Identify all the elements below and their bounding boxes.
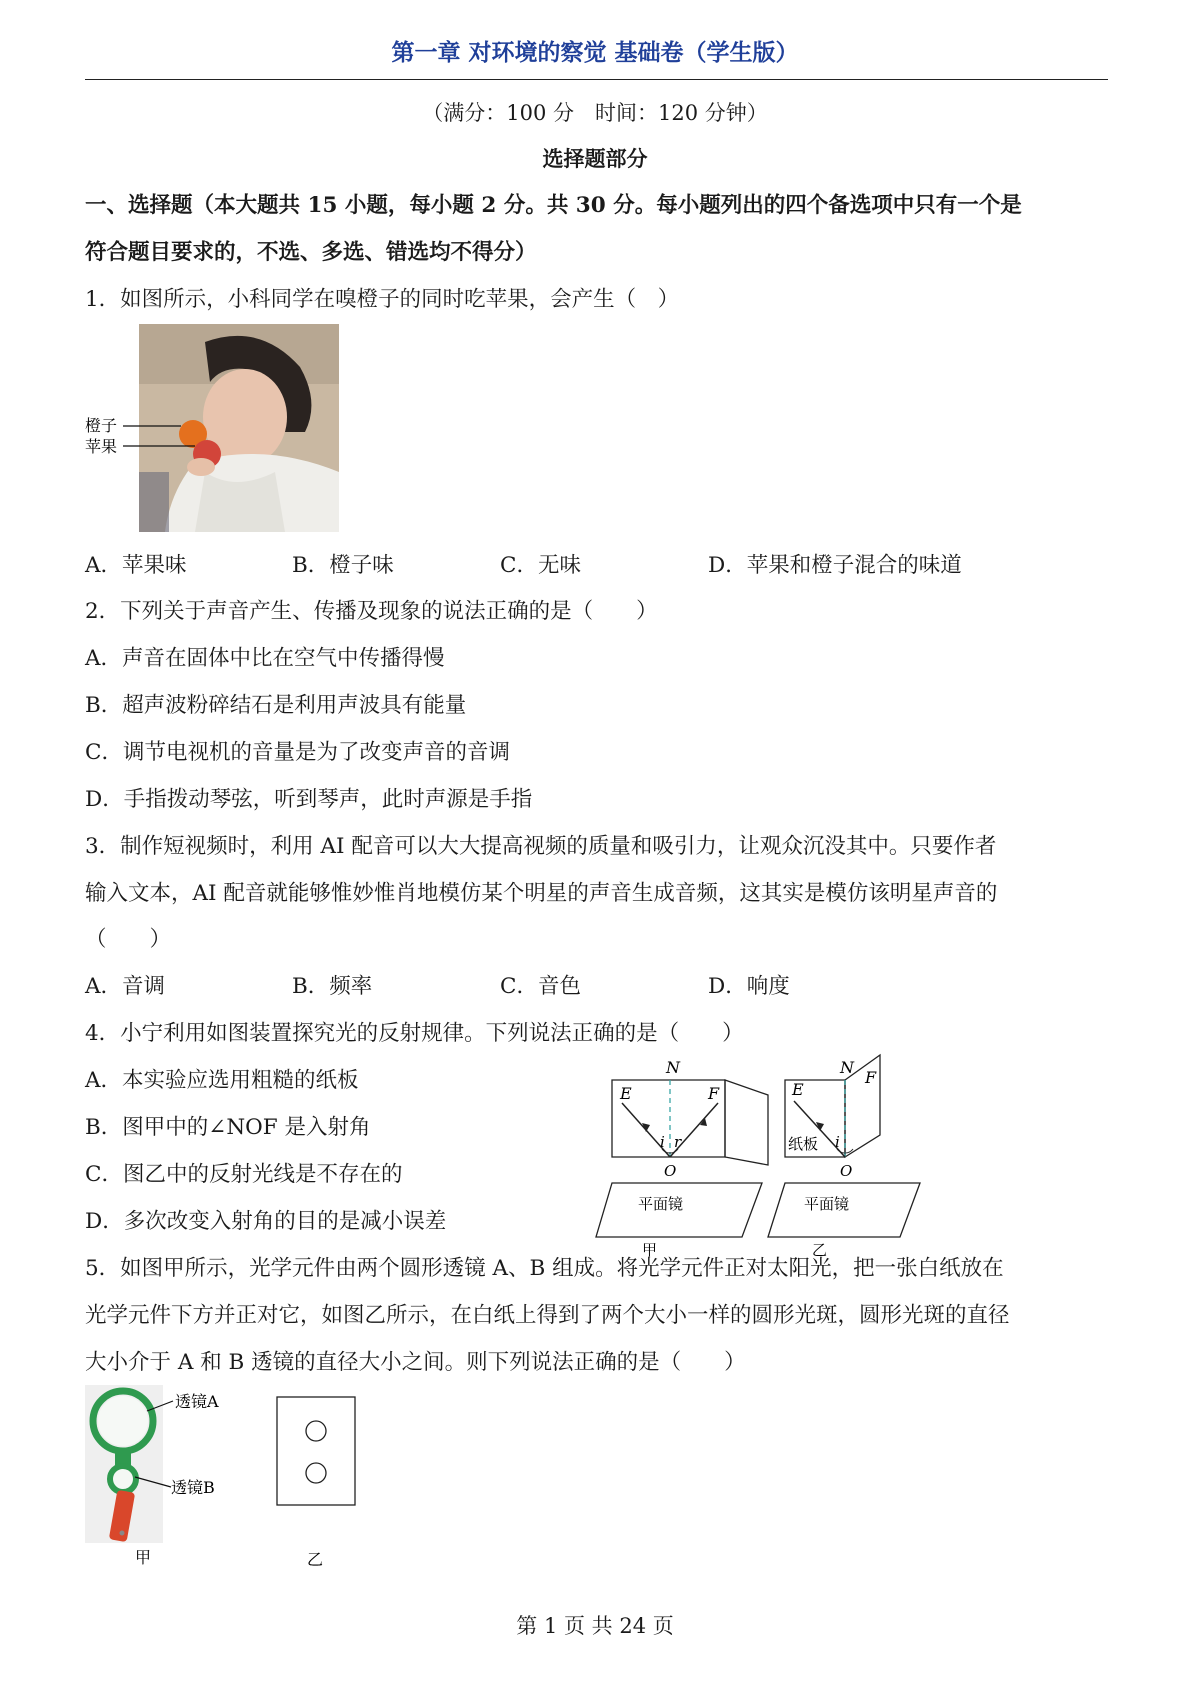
section-title: 选择题部分 xyxy=(542,146,648,171)
label-E-jia: E xyxy=(620,1084,632,1103)
q3-option-c: C．音色 xyxy=(500,974,581,999)
q1-stem: 1．如图所示，小科同学在嗅橙子的同时吃苹果，会产生（ ） xyxy=(85,287,680,312)
caption-yi-q5: 乙 xyxy=(307,1550,324,1569)
label-F-yi: F xyxy=(865,1068,877,1087)
q1-option-d: D．苹果和橙子混合的味道 xyxy=(708,553,962,578)
q5-stem-line2: 光学元件下方并正对它，如图乙所示，在白纸上得到了两个大小一样的圆形光斑，圆形光斑的直径 xyxy=(85,1303,1010,1328)
q5-stem-line1: 5．如图甲所示，光学元件由两个圆形透镜 A、B 组成。将光学元件正对太阳光，把一张白纸放在 xyxy=(85,1256,1004,1281)
q3-option-b: B．频率 xyxy=(292,974,373,999)
q4-stem: 4．小宁利用如图装置探究光的反射规律。下列说法正确的是（ ） xyxy=(85,1021,744,1046)
q5-lens-figure xyxy=(85,1383,385,1573)
orange-label: 橙子 xyxy=(85,416,118,435)
q2-option-a: A．声音在固体中比在空气中传播得慢 xyxy=(85,646,445,671)
label-board-yi: 纸板 xyxy=(788,1135,819,1153)
label-O-yi: O xyxy=(840,1162,853,1180)
q4-option-c: C．图乙中的反射光线是不存在的 xyxy=(85,1162,403,1187)
lens-b-label: 透镜B xyxy=(171,1478,215,1497)
q1-photo xyxy=(85,322,345,534)
page-number: 第 1 页 共 24 页 xyxy=(516,1614,674,1638)
q4-option-b: B．图甲中的∠NOF 是入射角 xyxy=(85,1115,371,1140)
diagram-jia xyxy=(596,1058,768,1259)
caption-jia: 甲 xyxy=(642,1241,658,1259)
q2-option-d: D．手指拨动琴弦，听到琴声，此时声源是手指 xyxy=(85,787,533,812)
q5-stem-line3: 大小介于 A 和 B 透镜的直径大小之间。则下列说法正确的是（ ） xyxy=(85,1350,746,1375)
label-N-yi: N xyxy=(840,1058,854,1077)
lens-a-label: 透镜A xyxy=(175,1392,219,1411)
exam-info: （满分：100 分 时间：120 分钟） xyxy=(422,101,768,125)
header-divider xyxy=(85,79,1108,80)
label-E-yi: E xyxy=(792,1080,804,1099)
caption-yi: 乙 xyxy=(812,1241,828,1259)
apple-label: 苹果 xyxy=(85,437,118,456)
q2-option-c: C．调节电视机的音量是为了改变声音的音调 xyxy=(85,740,510,765)
label-i-jia: i xyxy=(660,1133,665,1151)
diagram-yi xyxy=(768,1055,920,1259)
label-i-yi: i xyxy=(835,1133,840,1151)
q2-stem: 2．下列关于声音产生、传播及现象的说法正确的是（ ） xyxy=(85,599,658,624)
document-title: 第一章 对环境的察觉 基础卷（学生版） xyxy=(391,39,799,66)
q1-option-b: B．橙子味 xyxy=(292,553,394,578)
q3-stem-line3: （ ） xyxy=(85,927,172,952)
label-mirror-jia: 平面镜 xyxy=(638,1195,684,1213)
part1-heading-line2: 符合题目要求的，不选、多选、错选均不得分） xyxy=(85,240,537,265)
q3-stem-line1: 3．制作短视频时，利用 AI 配音可以大大提高视频的质量和吸引力，让观众沉没其中。只要作者 xyxy=(85,834,997,859)
q1-option-c: C．无味 xyxy=(500,553,581,578)
q4-option-d: D．多次改变入射角的目的是减小误差 xyxy=(85,1209,447,1234)
q4-option-a: A．本实验应选用粗糙的纸板 xyxy=(85,1068,359,1093)
q2-option-b: B．超声波粉碎结石是利用声波具有能量 xyxy=(85,693,467,718)
hand-shape xyxy=(187,458,215,476)
label-O-jia: O xyxy=(664,1162,677,1180)
q1-option-a: A．苹果味 xyxy=(85,553,187,578)
q3-stem-line2: 输入文本，AI 配音就能够惟妙惟肖地模仿某个明星的声音生成音频，这其实是模仿该明星声音的 xyxy=(85,881,998,906)
q4-reflection-diagram xyxy=(590,1055,930,1259)
caption-jia-q5: 甲 xyxy=(135,1548,152,1567)
q3-option-d: D．响度 xyxy=(708,974,790,999)
label-N-jia: N xyxy=(666,1058,680,1077)
q3-option-a: A．音调 xyxy=(85,974,166,999)
part1-heading-line1: 一、选择题（本大题共 15 小题，每小题 2 分。共 30 分。每小题列出的四个备选项中只有一个是 xyxy=(85,193,1022,218)
label-mirror-yi: 平面镜 xyxy=(804,1195,850,1213)
label-F-jia: F xyxy=(708,1084,720,1103)
label-r-jia: r xyxy=(674,1133,682,1151)
lens-b-shape xyxy=(110,1466,136,1492)
white-paper xyxy=(277,1397,355,1505)
